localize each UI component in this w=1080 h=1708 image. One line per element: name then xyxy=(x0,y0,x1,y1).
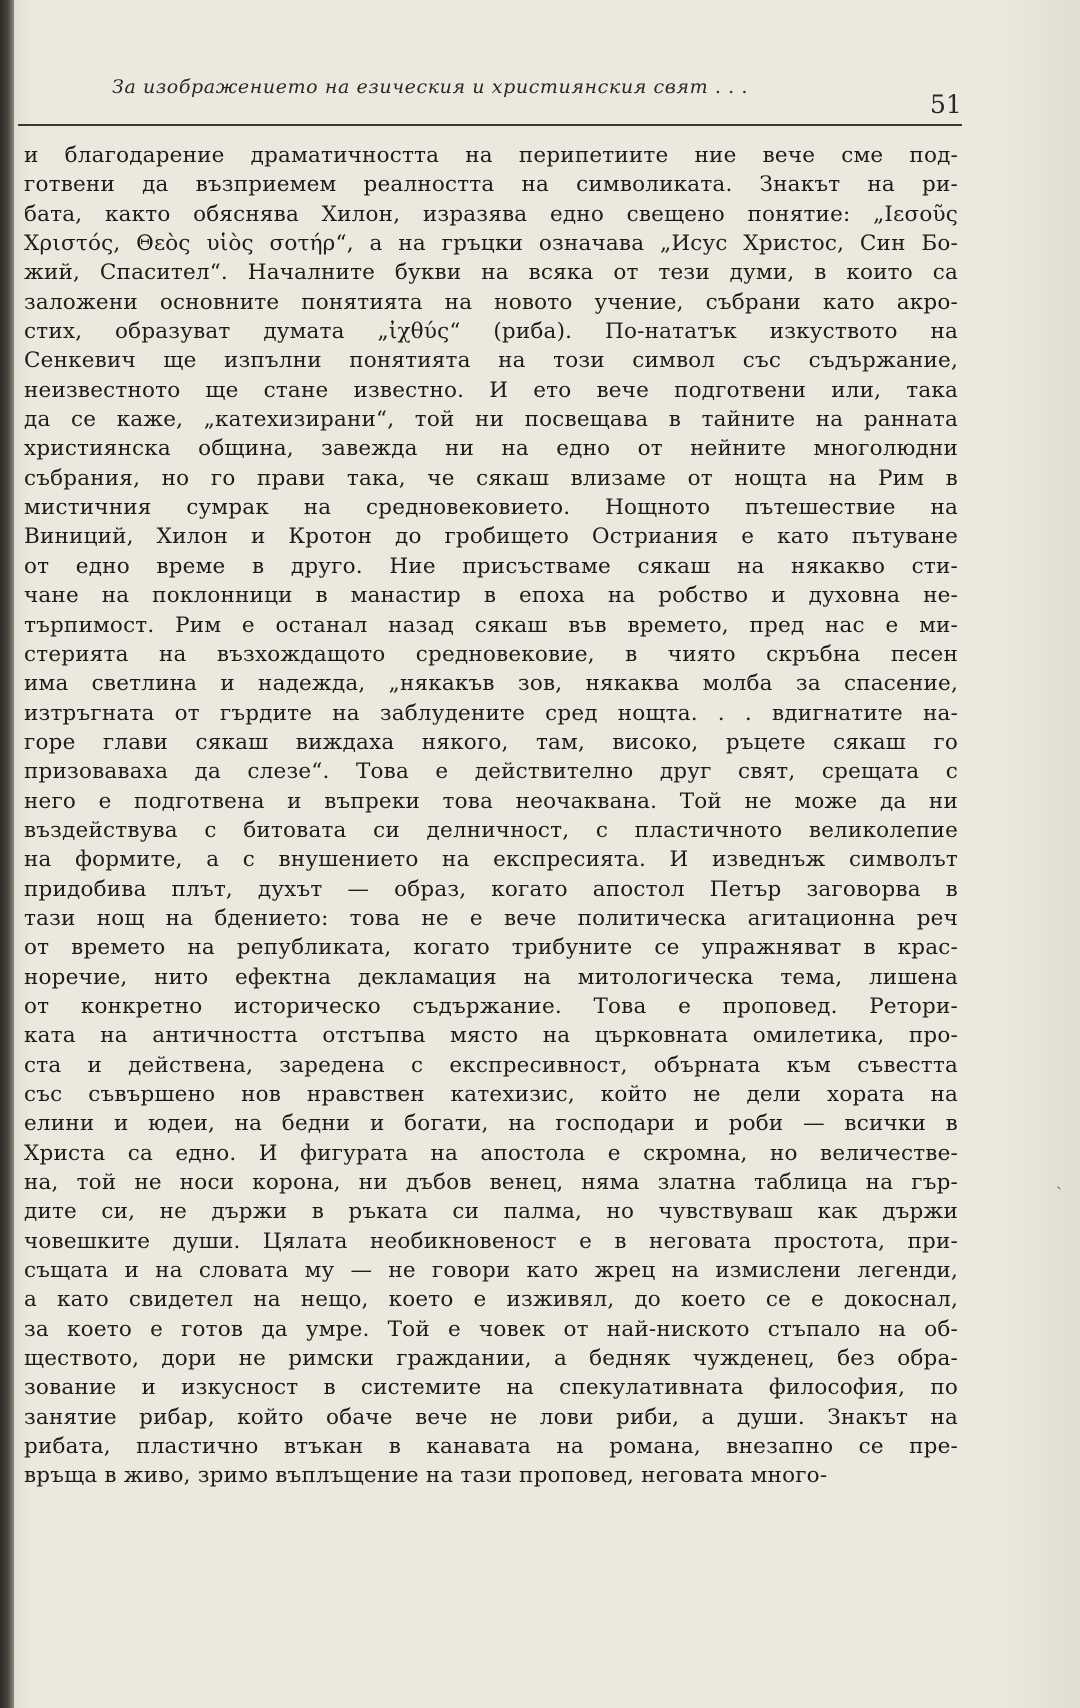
text-line: за което е готов да умре. Той е човек от най-ниското стъпало на об- xyxy=(24,1316,958,1342)
text-line: и благодарение драматичността на перипетиите ние вече сме под- xyxy=(24,143,958,168)
text-line: изтръгната от гърдите на заблудените сред нощта. . . вдигнатите на- xyxy=(24,700,958,726)
text-line: жий, Спасител“. Началните букви на всяка от тези думи, в които са xyxy=(24,260,958,286)
header-rule xyxy=(18,124,962,126)
text-line: Виниций, Хилон и Кротон до гробището Остриания е като пътуване xyxy=(24,524,958,550)
text-line: търпимост. Рим е останал назад сякаш във времето, пред нас е ми- xyxy=(24,612,958,638)
text-line: на, той не носи корона, ни дъбов венец, няма златна таблица на гър- xyxy=(24,1170,958,1196)
text-line: Χριστός, Θεὸς υἱὸς σοτήρ“, а на гръцки означава „Исус Христос, Син Бо- xyxy=(24,231,958,257)
text-line: има светлина и надежда, „някакъв зов, някаква молба за спасение, xyxy=(24,671,958,697)
text-line: зование и изкусност в системите на спекулативната философия, по xyxy=(24,1375,958,1401)
text-line: елини и юдеи, на бедни и богати, на господари и роби — всички в xyxy=(24,1111,958,1137)
text-line: норечие, нито ефектна декламация на митологическа тема, лишена xyxy=(24,964,958,990)
text-line: същата и на словата му — не говори като жрец на измислени легенди, xyxy=(24,1258,958,1284)
text-line: тази нощ на бдението: това не е вече политическа агитационна реч xyxy=(24,905,958,931)
text-line: от едно време в друго. Ние присъстваме сякаш на някакво сти- xyxy=(24,553,958,579)
text-line: Христа са едно. И фигурата на апостола е скромна, но величестве- xyxy=(24,1140,958,1166)
text-line: въздействува с битовата си делничност, с пластичното великолепие xyxy=(24,817,958,843)
text-line: рибата, пластично втъкан в канавата на романа, внезапно се пре- xyxy=(24,1434,958,1460)
text-line: да се каже, „катехизирани“, той ни посвещава в тайните на ранната xyxy=(24,407,958,433)
text-line: християнска община, завежда ни на едно от нейните многолюдни xyxy=(24,436,958,462)
text-line: стерията на възхождащото средновековие, в чиято скръбна песен xyxy=(24,641,958,667)
text-line: от конкретно историческо съдържание. Това е проповед. Ретори- xyxy=(24,993,958,1019)
book-spine-shadow xyxy=(0,0,14,1708)
text-line: ката на античността отстъпва място на църковната омилетика, про- xyxy=(24,1023,958,1049)
text-line: неизвестното ще стане известно. И ето вече подготвени или, така xyxy=(24,377,958,403)
text-line: заложени основните понятията на новото учение, събрани като акро- xyxy=(24,289,958,315)
text-line: горе глави сякаш виждаха някого, там, високо, ръцете сякаш го xyxy=(24,729,958,755)
text-line: ществото, дори не римски граждании, а бедняк чужденец, без обра- xyxy=(24,1346,958,1372)
page-number: 51 xyxy=(930,90,962,119)
text-line: придобива плът, духът — образ, когато апостол Петър заговорва в xyxy=(24,876,958,902)
text-line: със съвършено нов нравствен катехизис, който не дели хората на xyxy=(24,1082,958,1107)
body-text xyxy=(24,141,958,1491)
text-line: връща в живо, зримо въплъщение на тази проповед, неговата много- xyxy=(24,1463,828,1489)
text-line: готвени да възприемем реалността на символиката. Знакът на ри- xyxy=(24,172,958,198)
text-line: ста и действена, заредена с експресивност, обърната към съвестта xyxy=(24,1052,958,1078)
text-line: а като свидетел на нещо, което е изживял, до което се е докоснал, xyxy=(24,1287,958,1313)
text-line: на формите, а с внушението на експресията. И изведнъж символът xyxy=(24,847,958,873)
text-line: събрания, но го прави така, че сякаш влизаме от нощта на Рим в xyxy=(24,465,958,491)
text-line: мистичния сумрак на средновековието. Нощното пътешествие на xyxy=(24,495,958,521)
text-line: бата, както обяснява Хилон, изразява едно свещено понятие: „Ιεσοῦς xyxy=(24,201,958,227)
text-line: стих, образуват думата „ἰχθύς“ (риба). По-нататък изкуството на xyxy=(24,319,958,345)
text-line: чане на поклонници в манастир в епоха на робство и духовна не- xyxy=(24,583,958,609)
text-line: дите си, не държи в ръката си палма, но чувствуваш как държи xyxy=(24,1199,958,1225)
margin-mark-icon: ˴ xyxy=(1056,1175,1062,1196)
text-line: от времето на републиката, когато трибуните се упражняват в крас- xyxy=(24,935,958,961)
text-line: човешките души. Цялата необикновеност е в неговата простота, при- xyxy=(24,1228,958,1254)
running-head: За изображението на езическия и християнския свят . . . xyxy=(112,76,749,98)
text-line: Сенкевич ще изпълни понятията на този символ със съдържание, xyxy=(24,348,958,374)
text-line: него е подготвена и въпреки това неочаквана. Той не може да ни xyxy=(24,788,958,814)
text-line: призоваваха да слезе“. Това е действително друг свят, срещата с xyxy=(24,759,958,785)
text-line: занятие рибар, който обаче вече не лови риби, а души. Знакът на xyxy=(24,1404,958,1430)
